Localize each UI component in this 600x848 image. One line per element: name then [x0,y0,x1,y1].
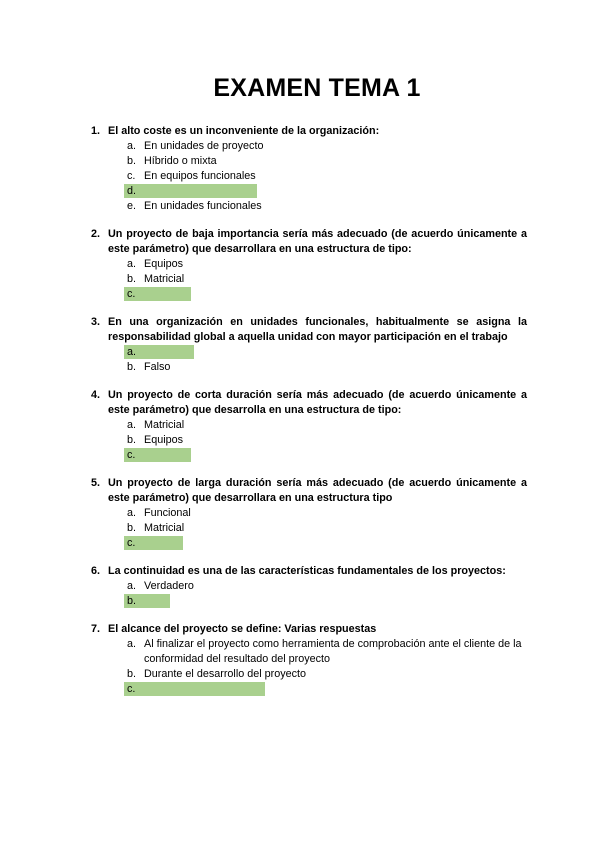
option-item [0,637,600,667]
option-text: Equipos [144,434,184,446]
option-item [0,521,600,536]
option-letter: b. [127,273,137,285]
option-text: Al finalizar el proyecto como herramienta de comprobación ante el cliente de la conformidad del resultado del proyecto [144,638,522,665]
question-text: En una organización en unidades funcionales, habitualmente se asigna la responsabilidad global a aquella unidad con mayor participación en el trabajo [108,316,527,343]
option-list [0,139,600,214]
option-letter: b. [127,155,137,167]
question-number: 4. [91,389,101,401]
correct-answer-highlight [124,682,265,696]
option-list [0,257,600,302]
option-item [0,139,600,154]
question-number: 1. [91,125,101,137]
question-number: 7. [91,623,101,635]
option-text: Matricial [144,273,185,285]
question-text: Un proyecto de baja importancia sería más adecuado (de acuerdo únicamente a este parámetro) que desarrollara en una estructura de tipo: [108,228,527,255]
option-list [0,579,600,609]
question-text: Un proyecto de larga duración sería más adecuado (de acuerdo únicamente a este parámetro) que desarrollara en una estructura tipo [108,477,527,504]
question-text: El alcance del proyecto se define: Varias respuestas [108,623,377,635]
question-text: La continuidad es una de las características fundamentales de los proyectos: [108,565,506,577]
option-item [0,169,600,184]
option-letter: e. [127,200,137,212]
option-letter: a. [127,258,137,270]
option-item-correct [0,594,600,609]
option-item [0,272,600,287]
option-letter: b. [127,668,137,680]
option-letter: a. [127,638,137,650]
question-number: 2. [91,228,101,240]
question-list [0,124,600,710]
question-item [0,124,600,214]
question-text: El alto coste es un inconveniente de la organización: [108,125,380,137]
option-text: Falso [144,361,171,373]
option-letter: a. [127,507,137,519]
option-text: En unidades funcionales [144,200,262,212]
question-item [0,388,600,463]
option-text: Durante el desarrollo del proyecto [144,668,307,680]
option-list [0,345,600,375]
question-item [0,315,600,375]
option-letter: c. [127,170,136,182]
page-title: EXAMEN TEMA 1 [213,74,421,102]
option-item-correct [0,682,600,697]
option-letter: d. [127,185,137,197]
option-item [0,154,600,169]
option-item-correct [0,448,600,463]
option-letter: b. [127,522,137,534]
option-list [0,637,600,697]
option-text: Híbrido o mixta [144,155,217,167]
option-letter: a. [127,580,137,592]
question-item [0,564,600,609]
option-letter: b. [127,361,137,373]
option-item-correct [0,287,600,302]
option-letter: c. [127,288,136,300]
option-item [0,579,600,594]
option-letter: a. [127,346,137,358]
option-text: Funcional [144,507,191,519]
question-item [0,622,600,697]
option-text: Matricial [144,522,185,534]
option-item [0,506,600,521]
option-letter: c. [127,683,136,695]
option-list [0,506,600,551]
option-letter: b. [127,595,137,607]
option-letter: a. [127,140,137,152]
option-text: En equipos funcionales [144,170,256,182]
question-number: 6. [91,565,101,577]
option-list [0,418,600,463]
correct-answer-highlight [124,184,257,198]
option-letter: c. [127,537,136,549]
option-item [0,433,600,448]
option-item [0,418,600,433]
question-item [0,476,600,551]
option-letter: c. [127,449,136,461]
option-text: Equipos [144,258,184,270]
option-item-correct [0,184,600,199]
option-item-correct [0,345,600,360]
question-text: Un proyecto de corta duración sería más adecuado (de acuerdo únicamente a este parámetro) que desarrolla en una estructura de tipo: [108,389,527,416]
option-item [0,360,600,375]
question-number: 5. [91,477,101,489]
option-text: Verdadero [144,580,194,592]
question-item [0,227,600,302]
option-item-correct [0,536,600,551]
option-text: Matricial [144,419,185,431]
option-letter: b. [127,434,137,446]
option-text: En unidades de proyecto [144,140,264,152]
option-item [0,199,600,214]
option-item [0,257,600,272]
option-item [0,667,600,682]
question-number: 3. [91,316,101,328]
option-letter: a. [127,419,137,431]
